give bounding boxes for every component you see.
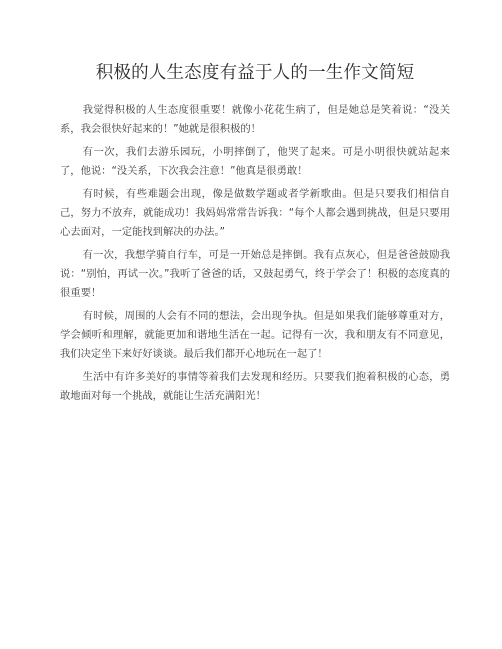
paragraph-1: 我觉得积极的人生态度很重要！就像小花花生病了，但是她总是笑着说：“没关系，我会很快好起来的！”她就是很积极的！ — [60, 104, 450, 135]
paragraph-5: 有时候，周围的人会有不同的想法，会出现争执。但是如果我们能够尊重对方，学会倾听和理解，就能更加和谐地生活在一起。记得有一次，我和朋友有不同意见，我们决定坐下来好好谈谈。最后我们都开心地玩在一起了！ — [60, 310, 450, 360]
paragraph-3: 有时候，有些难题会出现，像是做数学题或者学新歌曲。但是只要我们相信自己，努力不放弃，就能成功！我妈妈常常告诉我：“每个人都会遇到挑战，但是只要用心去面对，一定能找到解决的办法。” — [60, 188, 450, 238]
paragraph-6: 生活中有许多美好的事情等着我们去发现和经历。只要我们抱着积极的心态，勇敢地面对每一个挑战，就能让生活充满阳光！ — [60, 371, 450, 402]
paragraph-4: 有一次，我想学骑自行车，可是一开始总是摔倒。我有点灰心，但是爸爸鼓励我说：“别怕，再试一次。”我听了爸爸的话，又鼓起勇气，终于学会了！积极的态度真的很重要！ — [60, 249, 450, 299]
document-title: 积极的人生态度有益于人的一生作文简短 — [95, 63, 415, 83]
paragraph-2: 有一次，我们去游乐园玩，小明摔倒了，他哭了起来。可是小明很快就站起来了，他说：“没关系，下次我会注意！”他真是很勇敢！ — [60, 146, 450, 177]
